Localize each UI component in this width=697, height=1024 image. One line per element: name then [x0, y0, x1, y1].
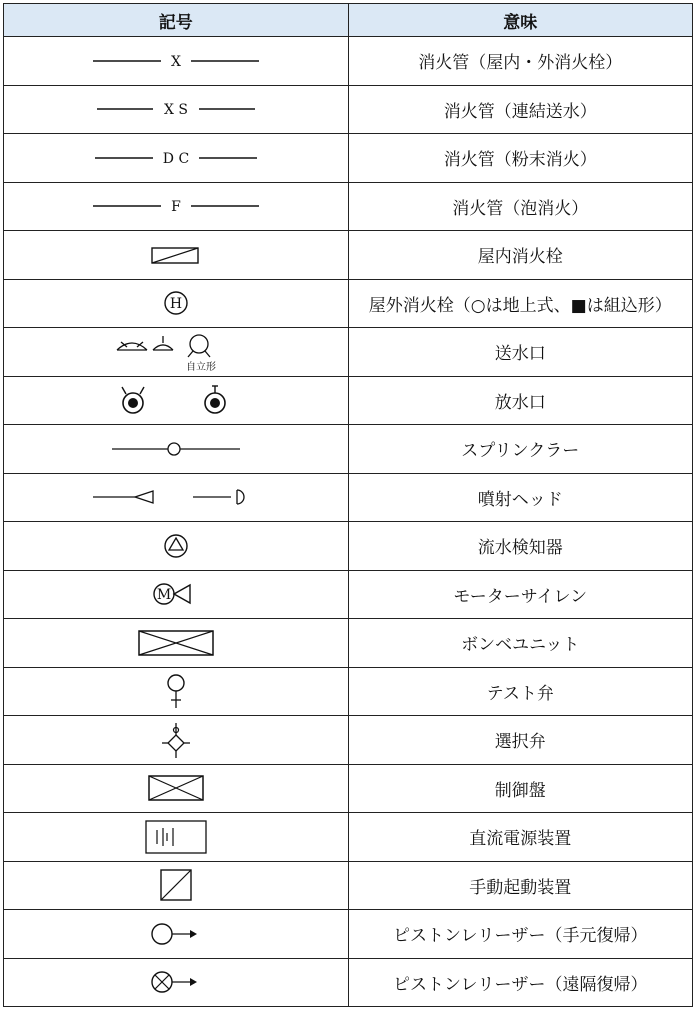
pipe-xs-symbol	[91, 97, 261, 121]
table-row	[4, 958, 693, 1007]
standalone-label: 自立形	[185, 361, 216, 373]
symbol-legend-table	[3, 3, 693, 1007]
motor-siren-label: M	[156, 587, 171, 604]
siamese-connection-single-icon	[153, 336, 173, 350]
symbol-cell	[4, 37, 349, 86]
symbol-cell	[4, 570, 349, 619]
pipe-f-label: F	[170, 199, 181, 216]
spray-head-cone-icon	[93, 491, 153, 503]
table-row	[4, 716, 693, 765]
dc-power-supply-icon	[144, 819, 208, 855]
indoor-hydrant-icon	[146, 243, 206, 267]
meaning-cell: ピストンレリーザー（遠隔復帰）	[348, 958, 693, 1007]
piston-releaser-remote-icon	[146, 967, 206, 997]
table-row	[4, 522, 693, 571]
table-row	[4, 570, 693, 619]
symbol-cell	[4, 910, 349, 959]
pipe-x-symbol	[91, 49, 261, 73]
meaning-cell: 送水口	[348, 328, 693, 377]
table-row	[4, 813, 693, 862]
table-row	[4, 134, 693, 183]
meaning-cell	[348, 279, 693, 328]
manual-start-device-icon	[158, 867, 194, 903]
table-row	[4, 473, 693, 522]
discharge-outlet-single-icon	[205, 386, 225, 413]
symbol-cell	[4, 861, 349, 910]
symbol-cell	[4, 182, 349, 231]
symbol-cell	[4, 716, 349, 765]
symbol-cell	[4, 958, 349, 1007]
header-symbol: 記号	[4, 4, 349, 37]
meaning-cell: 噴射ヘッド	[348, 473, 693, 522]
outdoor-hydrant-label: H	[169, 296, 182, 313]
symbol-cell	[4, 813, 349, 862]
meaning-cell: 消火管（粉末消火）	[348, 134, 693, 183]
control-panel-icon	[146, 773, 206, 803]
symbol-cell	[4, 473, 349, 522]
table-row	[4, 37, 693, 86]
symbol-cell	[4, 522, 349, 571]
symbol-cell	[4, 425, 349, 474]
symbol-cell	[4, 376, 349, 425]
table-row	[4, 425, 693, 474]
pipe-f-symbol	[91, 194, 261, 218]
flow-detector-icon	[156, 531, 196, 561]
table-row	[4, 667, 693, 716]
meaning-cell: 消火管（泡消火）	[348, 182, 693, 231]
meaning-cell: 屋内消火栓	[348, 231, 693, 280]
symbol-cell	[4, 231, 349, 280]
meaning-cell: 直流電源装置	[348, 813, 693, 862]
table-row	[4, 182, 693, 231]
meaning-cell: スプリンクラー	[348, 425, 693, 474]
siamese-connection-double-icon	[117, 342, 147, 350]
symbol-cell	[4, 764, 349, 813]
pipe-dc-label: D C	[162, 150, 189, 167]
meaning-cell: 消火管（屋内・外消火栓）	[348, 37, 693, 86]
sprinkler-icon	[106, 437, 246, 461]
symbol-cell	[4, 667, 349, 716]
symbol-cell	[4, 279, 349, 328]
symbol-cell	[4, 619, 349, 668]
pipe-x-label: X	[170, 53, 181, 70]
table-row	[4, 376, 693, 425]
selector-valve-icon	[156, 720, 196, 760]
pipe-xs-label: X S	[163, 102, 188, 119]
table-row	[4, 619, 693, 668]
motor-siren-icon	[146, 579, 206, 609]
legend-table-container	[3, 3, 693, 1017]
symbol-cell	[4, 328, 349, 377]
table-row	[4, 85, 693, 134]
meaning-cell: 流水検知器	[348, 522, 693, 571]
outdoor-hydrant-icon	[156, 288, 196, 318]
discharge-outlet-icons	[111, 382, 241, 418]
piston-releaser-local-icon	[146, 919, 206, 949]
discharge-outlet-double-icon	[122, 387, 144, 413]
meaning-text: 屋外消火栓（○は地上式、■は組込形）	[368, 295, 672, 316]
table-row	[4, 231, 693, 280]
table-row	[4, 279, 693, 328]
cylinder-unit-icon	[136, 628, 216, 658]
meaning-cell: 制御盤	[348, 764, 693, 813]
header-row	[4, 4, 693, 37]
siamese-connection-icons	[111, 330, 241, 374]
test-valve-icon	[161, 671, 191, 711]
meaning-cell: 手動起動装置	[348, 861, 693, 910]
symbol-cell	[4, 85, 349, 134]
meaning-cell: ボンベユニット	[348, 619, 693, 668]
header-meaning: 意味	[348, 4, 693, 37]
meaning-cell: ピストンレリーザー（手元復帰）	[348, 910, 693, 959]
siamese-connection-standalone-icon	[188, 335, 210, 357]
table-row	[4, 328, 693, 377]
symbol-cell	[4, 134, 349, 183]
meaning-cell: 消火管（連結送水）	[348, 85, 693, 134]
meaning-cell: 選択弁	[348, 716, 693, 765]
spray-head-round-icon	[193, 490, 244, 504]
table-row	[4, 910, 693, 959]
pipe-dc-symbol	[91, 146, 261, 170]
spray-head-icons	[91, 485, 261, 509]
table-row	[4, 764, 693, 813]
table-row	[4, 861, 693, 910]
meaning-cell: テスト弁	[348, 667, 693, 716]
meaning-cell: モーターサイレン	[348, 570, 693, 619]
meaning-cell: 放水口	[348, 376, 693, 425]
